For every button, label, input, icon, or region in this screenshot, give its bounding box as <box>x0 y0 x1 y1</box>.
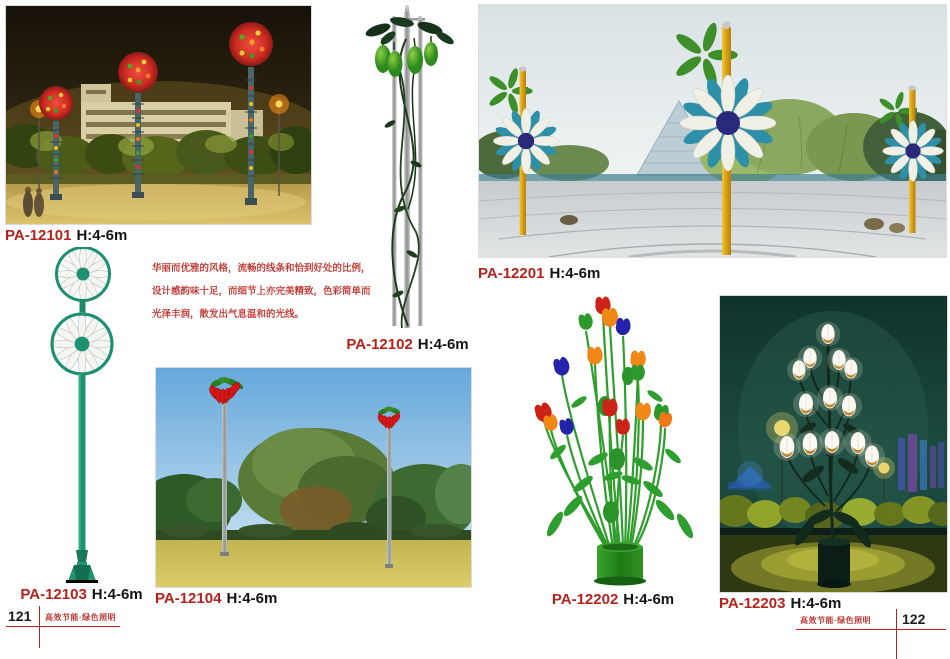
product-height: H:4-6m <box>623 591 675 608</box>
footer-slogan-right: 高效节能·绿色照明 <box>800 616 872 625</box>
description-line: 光泽丰润，散发出气息温和的光线。 <box>152 309 305 320</box>
product-pa-12102 <box>346 4 469 353</box>
product-label <box>719 596 841 612</box>
product-model: PA-12102 <box>346 336 413 353</box>
product-label <box>552 592 674 608</box>
product-height: H:4-6m <box>91 586 143 603</box>
product-height: H:4-6m <box>549 265 601 282</box>
product-pa-12202 <box>513 284 713 608</box>
description-line: 华丽而优雅的风格，流畅的线条和恰到好处的比例， <box>152 263 371 274</box>
product-pa-12101 <box>5 5 312 244</box>
product-height: H:4-6m <box>790 595 842 612</box>
product-height: H:4-6m <box>226 590 278 607</box>
product-label <box>5 228 127 244</box>
render-pa-12202 <box>513 284 713 589</box>
product-height: H:4-6m <box>417 336 469 353</box>
render-pa-12102 <box>350 4 465 334</box>
page-number-right: 122 <box>902 611 926 627</box>
photo-pa-12203 <box>719 295 948 593</box>
product-model: PA-12103 <box>20 586 87 603</box>
chili-lamp-garden-scene <box>155 367 472 588</box>
product-pa-12104 <box>155 367 472 607</box>
night-flowerball-scene <box>5 5 312 225</box>
product-label <box>346 337 468 353</box>
product-pa-12201 <box>478 4 947 282</box>
product-model: PA-12202 <box>551 591 619 608</box>
footer-underline-right <box>796 629 946 630</box>
product-model: PA-12101 <box>5 227 72 244</box>
fan-wheel-lamp <box>28 247 135 584</box>
description-paragraph <box>152 257 371 326</box>
footer-divider-left <box>39 606 40 648</box>
photo-pa-12201 <box>478 4 947 258</box>
product-pa-12103 <box>20 247 143 603</box>
footer-underline-left <box>6 626 120 627</box>
product-label <box>155 591 277 607</box>
lotus-lamp-night-scene <box>719 295 948 593</box>
product-pa-12203 <box>719 295 948 612</box>
photo-pa-12101 <box>5 5 312 225</box>
product-label <box>20 587 142 603</box>
footer-slogan-left: 高效节能·绿色照明 <box>45 613 117 622</box>
description-line: 设计感韵味十足，而细节上亦完美精致，色彩简单而 <box>152 286 371 297</box>
product-model: PA-12203 <box>719 595 786 612</box>
page-number-left: 121 <box>8 608 32 624</box>
tulip-bouquet-lamp <box>513 284 713 589</box>
footer-divider-right <box>896 609 897 659</box>
product-model: PA-12201 <box>478 265 545 282</box>
pinwheel-park-scene <box>478 4 947 258</box>
photo-pa-12104 <box>155 367 472 588</box>
product-model: PA-12104 <box>155 590 222 607</box>
product-label <box>478 266 600 282</box>
render-pa-12103 <box>28 247 135 584</box>
mango-vine-lamp <box>350 4 465 334</box>
product-height: H:4-6m <box>76 227 128 244</box>
